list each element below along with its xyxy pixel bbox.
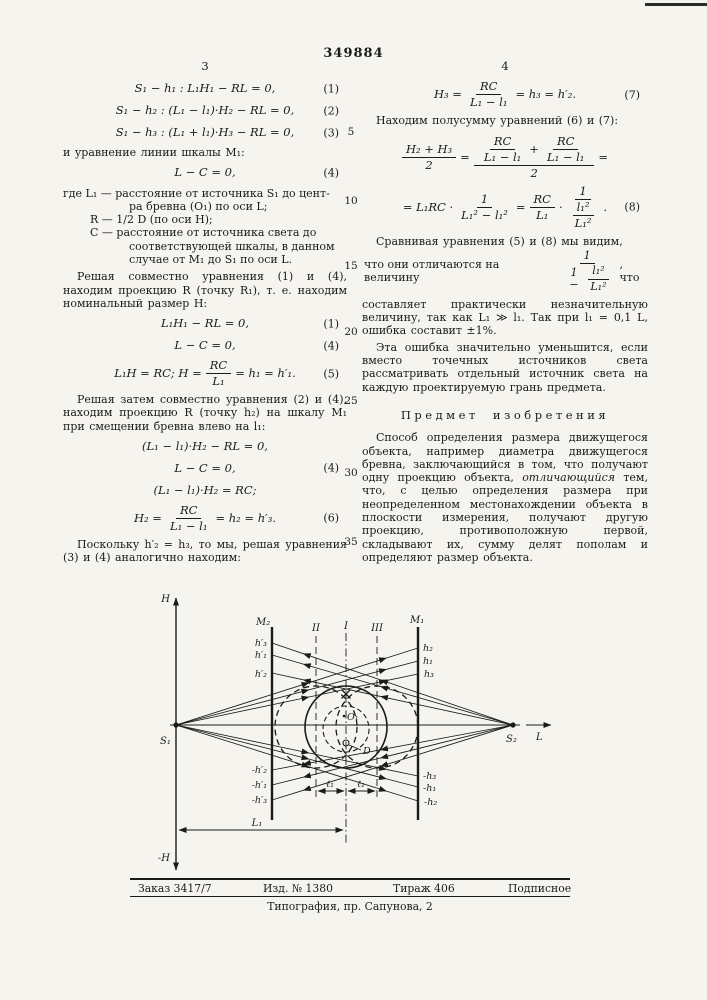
scan-edge-artifact: [645, 3, 707, 6]
paragraph-error: Эта ошибка значительно уменьшится, если вместо точечных источников света рассматривать отдельный источник света на каждую проектируемую грань предмета.: [362, 340, 648, 394]
definition-line: где L₁ — расстояние от источника S₁ до цент-: [63, 186, 330, 200]
margin-line-number: 25: [344, 395, 358, 407]
equation-8-line2: = L₁RC · $\frac{1}{\text{L₁² − l₁²}}$ = $\frac{RC}{\text{L₁}}$ · $\frac{1}{\frac{\text{l₁²}}{\text{L₁²}}}$ . (8): [402, 183, 640, 230]
scale-label: -h′₂: [251, 765, 267, 776]
scale-label: -h′₃: [251, 795, 267, 806]
equation-7: H₃ = $\frac{RC}{\text{L₁ − l₁}}$ = h₃ = h′₂. (7): [434, 79, 640, 110]
paragraph-compare-fraction-row: что они отличаются на величину 1 1 − $\frac{\text{l₁²}}{\text{L₁²}}$ , что: [364, 248, 640, 293]
scale-label: h₂: [423, 643, 433, 654]
source-s2-point: [510, 722, 515, 727]
equation-3: S₁ − h₃ : (L₁ + l₁)·H₃ − RL = 0, (3): [115, 125, 339, 140]
position-iii-label: III: [371, 623, 383, 634]
equation-8-line1: $\frac{\text{H₂ + H₃}}{2}$ = $\frac{RC}{\text{L₁ − l₁}}$ + $\frac{RC}{\text{L₁ − l₁}}$ 2 =: [362, 135, 648, 180]
footer-print-run: Тираж 406: [393, 882, 455, 895]
margin-line-number: 35: [344, 536, 358, 548]
scale-label: -h₃: [423, 771, 437, 782]
paragraph-since: Поскольку h′₂ = h₃, то мы, решая уравнения (3) и (4) аналогично находим:: [63, 537, 347, 564]
margin-line-number: 10: [344, 195, 358, 207]
source-s1-point: [173, 722, 178, 727]
margin-line-number: 5: [347, 126, 355, 138]
figure-projection-diagram: [120, 585, 570, 883]
equation-1: S₁ − h₁ : L₁H₁ − RL = 0, (1): [134, 81, 339, 96]
paragraph-halfsum: Находим полусумму уравнений (6) и (7):: [376, 114, 619, 128]
equation-4c: L − C = 0, (4): [174, 460, 339, 475]
position-i-label: I: [344, 621, 348, 632]
scale-label: h′₁: [254, 650, 267, 661]
claim-text: Способ определения размера движущегося объекта, например диаметра движущегося бревна, заключающийся в том, что получают одну проекцию объекта,: [362, 431, 648, 485]
paragraph-compare-rest: составляет практически незначительную величину, так как L₁ ≫ l₁. Так при l₁ = 0,1 L, ошибка составит ±1%.: [362, 297, 648, 338]
s2-label: S₂: [506, 734, 517, 745]
equation-4: L − C = 0, (4): [174, 165, 339, 180]
equation-2: S₁ − h₂ : (L₁ − l₁)·H₂ − RL = 0, (2): [115, 103, 339, 118]
footer-edition-number: Изд. № 1380: [263, 882, 333, 895]
h-axis-label: H: [161, 594, 170, 605]
l1-dim-label: ℓ₁: [326, 779, 334, 790]
s1-label: S₁: [160, 736, 171, 747]
equation-4-repeat: L − C = 0, (4): [174, 338, 339, 353]
position-ii-label: II: [312, 623, 320, 634]
claim-text-italic: отличающийся: [522, 471, 616, 485]
scale-label: -h₂: [424, 797, 438, 808]
minus-h-axis-label: -H: [157, 853, 170, 864]
scale-label: h₃: [424, 669, 434, 680]
scale-label: h′₃: [254, 638, 267, 649]
margin-line-number: 15: [344, 260, 358, 272]
scale-label: h₁: [423, 656, 433, 667]
patent-number: 349884: [323, 46, 384, 61]
left-column: [63, 60, 347, 567]
m1-label: M₁: [410, 615, 425, 626]
footer-order-number: Заказ 3417/7: [138, 882, 212, 895]
d-label: D: [363, 746, 371, 757]
footer-subscription: Подписное: [508, 882, 572, 895]
footer-printing-house: Типография, пр. Сапунова, 2: [267, 900, 433, 913]
o1-center-dot: [343, 715, 346, 718]
scale-line-text: и уравнение линии шкалы M₁:: [63, 146, 245, 160]
equation-6: H₂ = $\frac{RC}{\text{L₁ − l₁}}$ = h₂ = h′₃. (6): [134, 502, 339, 533]
equation-5: L₁H = RC; H = $\frac{RC}{\text{L₁}}$ = h₁ = h′₁. (5): [114, 358, 339, 389]
footer-rule-bottom: [130, 896, 570, 897]
equation-2c: (L₁ − l₁)·H₂ = RC;: [153, 482, 257, 497]
definition-line: случае от M₁ до S₁ по оси L.: [129, 253, 293, 267]
footer-rule-top: [130, 878, 570, 880]
definition-line: R — 1/2 D (по оси H);: [90, 213, 213, 227]
L1-dim-label: L₁: [251, 818, 263, 829]
o1-label: O₁: [347, 712, 359, 723]
l1-dim-label: ℓ₁: [357, 779, 365, 790]
l-axis-label: L: [536, 732, 543, 743]
paragraph-solve-2-4: Решая затем совместно уравнения (2) и (4), находим проекцию R (точку h₂) на шкалу M₁ при смещении бревна влево на l₁:: [63, 393, 347, 433]
claim-text: тем, что, с целью определения размера при неопределенном местонахождении объекта в плоскости измерения, получают другую проекцию, противоположную первой, складывают их, сумму делят пополам и определяют размер объекта.: [362, 471, 648, 564]
column-number: 4: [501, 59, 509, 73]
definition-line: соответствующей шкалы, в данном: [129, 239, 335, 253]
margin-line-number: 30: [344, 467, 358, 479]
scale-label: -h′₁: [251, 780, 267, 791]
definitions-block: [63, 187, 347, 267]
paragraph-compare-line1: Сравнивая уравнения (5) и (8) мы видим,: [376, 234, 623, 248]
claims-heading: Предмет изобретения: [400, 407, 610, 422]
column-number: 3: [201, 59, 209, 73]
margin-line-number: 20: [344, 326, 358, 338]
definition-line: ра бревна (O₁) по оси L;: [129, 199, 268, 213]
equation-1-repeat: L₁H₁ − RL = 0, (1): [160, 316, 339, 331]
rays-from-s2: [272, 643, 513, 800]
right-column: [362, 60, 648, 567]
m2-label: M₂: [256, 617, 271, 628]
scale-label: -h₁: [423, 783, 437, 794]
paragraph-solve-1-4: Решая совместно уравнения (1) и (4), находим проекцию R (точку R₁), т. е. находим номинальный размер H:: [63, 270, 347, 310]
equation-2b: (L₁ − l₁)·H₂ − RL = 0,: [142, 438, 268, 453]
claim-paragraph: [362, 431, 648, 564]
definition-line: C — расстояние от источника света до: [90, 226, 317, 240]
scale-label: h′₂: [254, 669, 267, 680]
